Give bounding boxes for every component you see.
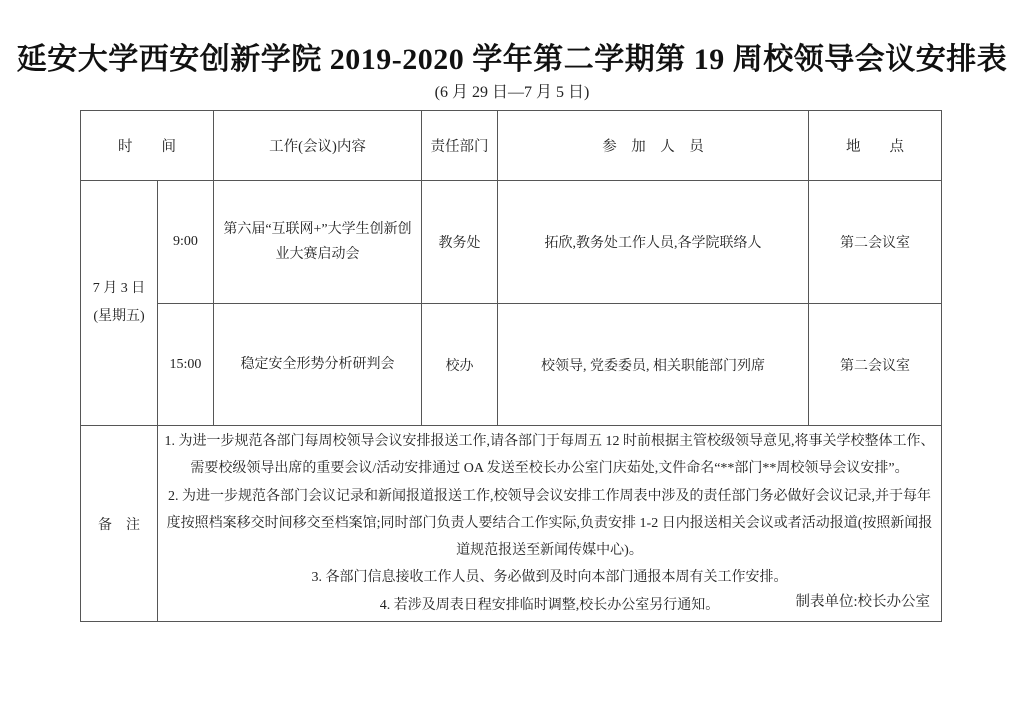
schedule-table — [80, 110, 942, 622]
remark-item: 3. 各部门信息接收工作人员、务必做到及时向本部门通报本周有关工作安排。 — [311, 570, 788, 586]
meeting-content-cell: 第六届“互联网+”大学生创新创业大赛启动会 — [214, 181, 422, 304]
page-title: 延安大学西安创新学院 2019-2020 学年第二学期第 19 周校领导会议安排表 — [16, 43, 1008, 76]
remarks-label: 备 注 — [81, 426, 158, 622]
weekday-text: (星期五) — [93, 309, 145, 324]
date-text: 7 月 3 日 — [92, 281, 146, 296]
footer-issuer: 制表单位:校长办公室 — [795, 594, 930, 610]
time-cell: 15:00 — [158, 304, 214, 426]
page-subtitle: (6 月 29 日—7 月 5 日) — [434, 84, 590, 101]
remark-item: 1. 为进一步规范各部门每周校领导会议安排报送工作,请各部门于每周五 12 时前根据主管校级领导意见,将事关学校整体工作、需要校级领导出席的重要会议/活动安排通过 OA 发送至校长办公室门庆茹处,文件命名“**部门**周校领导会议安排”。 — [164, 434, 935, 477]
location-cell: 第二会议室 — [809, 181, 942, 304]
date-cell — [81, 181, 158, 426]
table-header-row — [81, 111, 942, 181]
header-department: 责任部门 — [422, 111, 498, 181]
department-cell: 校办 — [422, 304, 498, 426]
table-row — [81, 181, 942, 304]
time-cell: 9:00 — [158, 181, 214, 304]
header-location: 地 点 — [809, 111, 942, 181]
meeting-content-cell: 稳定安全形势分析研判会 — [214, 304, 422, 426]
header-participants: 参 加 人 员 — [498, 111, 809, 181]
department-cell: 教务处 — [422, 181, 498, 304]
remark-item: 2. 为进一步规范各部门会议记录和新闻报道报送工作,校领导会议安排工作周表中涉及的责任部门务必做好会议记录,并于每年度按照档案移交时间移交至档案馆;同时部门负责人要结合工作实际,负责安排 1-2 日内报送相关会议或者活动报道(按照新闻报道规范报送至新闻传媒中心)。 — [166, 488, 933, 559]
header-time: 时 间 — [81, 111, 214, 181]
participants-cell: 拓欣,教务处工作人员,各学院联络人 — [498, 181, 809, 304]
remark-item: 4. 若涉及周表日程安排临时调整,校长办公室另行通知。 — [379, 597, 720, 613]
header-content: 工作(会议)内容 — [214, 111, 422, 181]
location-cell: 第二会议室 — [809, 304, 942, 426]
participants-cell: 校领导, 党委委员, 相关职能部门列席 — [498, 304, 809, 426]
table-row — [81, 304, 942, 426]
